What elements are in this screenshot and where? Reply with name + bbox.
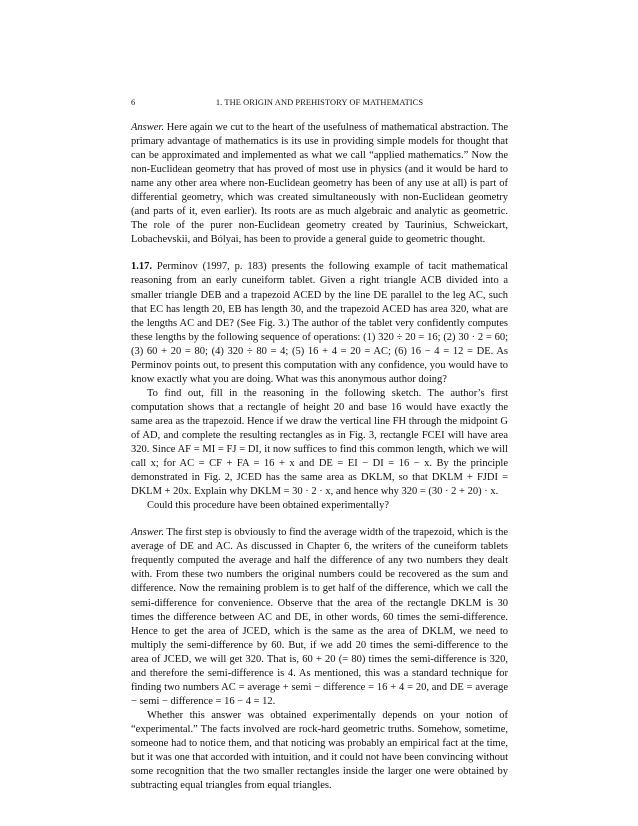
answer-text: The first step is obviously to find the average width of the trapezoid, which is the average of DE and AC. As discussed in Chapter 6, the writers of the cuneiform tablets frequently computed the average and half the difference of any two numbers they dealt with. From these two numbers the original numbers could be recovered as the sum and difference. Now the remaining problem is to get half of the difference, which we call the semi-difference for convenience. Observe that the area of the rectangle DKLM is 30 times the difference between AC and DE, in other words, 60 times the semi-difference. Hence to get the area of JCED, which is the same as the area of DKLM, we need to multiply the semi-difference by 60. But, if we add 20 times the semi-difference to the area of JCED, we will get 320. That is, 60 + 20 (= 80) times the semi-difference is 320, and therefore the semi-difference is 4. As mentioned, this was a standard technique for finding two numbers AC = average + semi − difference = 16 + 4 = 20, and DE = average − semi − difference = 16 − 4 = 12. bbox=[131, 527, 508, 707]
paragraph-gap bbox=[131, 247, 508, 260]
answer-label: Answer. bbox=[131, 527, 164, 539]
answer-paragraph bbox=[131, 121, 508, 247]
page-number: 6 bbox=[131, 98, 136, 107]
answer-label: Answer. bbox=[131, 122, 164, 133]
answer-text: Here again we cut to the heart of the usefulness of mathematical abstraction. The primary advantage of mathematics is its use in providing simple models for thought that can be approximated and implemented as what we call “applied mathematics.” Now the non-Euclidean geometry that has proved of most use in physics (and it would be hard to name any other area where non-Euclidean geometry has been of any use at all) is part of differential geometry, which was created simultaneously with non-Euclidean geometry (and parts of it, even earlier). Its roots are as much algebraic and analytic as geometric. The role of the purer non-Euclidean geometry created by Taurinius, Schweickart, Lobachevskii, and Bólyai, has been to provide a general guide to geometric thought. bbox=[131, 122, 508, 246]
page-body bbox=[131, 121, 508, 793]
running-title: 1. THE ORIGIN AND PREHISTORY OF MATHEMATICS bbox=[215, 98, 424, 107]
running-header bbox=[131, 98, 508, 110]
answer-paragraph bbox=[131, 526, 508, 709]
problem-paragraph bbox=[131, 260, 508, 386]
question-paragraph: Could this procedure have been obtained experimentally? bbox=[147, 500, 389, 512]
problem-text: Perminov (1997, p. 183) presents the following example of tacit mathematical reasoning from an early cuneiform tablet. Given a right triangle ACB divided into a smaller triangle DEB and a trapezoid ACED by the line DE parallel to the leg AC, such that EC has length 20, EB has length 30, and the trapezoid ACED has area 320, what are the lengths AC and DE? (See Fig. 3.) The author of the tablet very confidently computes these lengths by the following sequence of operations: (1) 320 ÷ 20 = 16; (2) 30 · 2 = 60; (3) 60 + 20 = 80; (4) 320 ÷ 80 = 4; (5) 16 + 4 = 20 = AC; (6) 16 − 4 = 12 = DE. As Perminov points out, to present this computation with any confidence, you would have to know exactly what you are doing. What was this anonymous author doing? bbox=[131, 261, 508, 385]
sketch-paragraph: To find out, fill in the reasoning in the following sketch. The author’s first computation shows that a rectangle of height 20 and base 16 would have exactly the same area as the trapezoid. Hence if we draw the vertical line FH through the midpoint G of AD, and complete the resulting rectangles as in Fig. 3, rectangle FCEI will have area 320. Since AF = MI = FJ = DI, it now suffices to find this common length, which we will call x; for AC = CF + FA = 16 + x and DE = EI − DI = 16 − x. By the principle demonstrated in Fig. 2, JCED has the same area as DKLM, so that DKLM + FJDI = DKLM + 20x. Explain why DKLM = 30 · 2 · x, and hence why 320 = (30 · 2 + 20) · x. bbox=[131, 387, 508, 498]
problem-number: 1.17. bbox=[131, 261, 152, 273]
paragraph-gap bbox=[131, 513, 508, 526]
answer-continuation-paragraph: Whether this answer was obtained experimentally depends on your notion of “experimental.” The facts involved are rock-hard geometric truths. Somehow, sometime, someone had to notice them, and that noticing was probably an empirical fact at the time, but it was one that accorded with intuition, and it could not have been convincing without some recognition that the two smaller rectangles inside the larger one were obtained by subtracting equal triangles from equal triangles. bbox=[131, 709, 508, 792]
